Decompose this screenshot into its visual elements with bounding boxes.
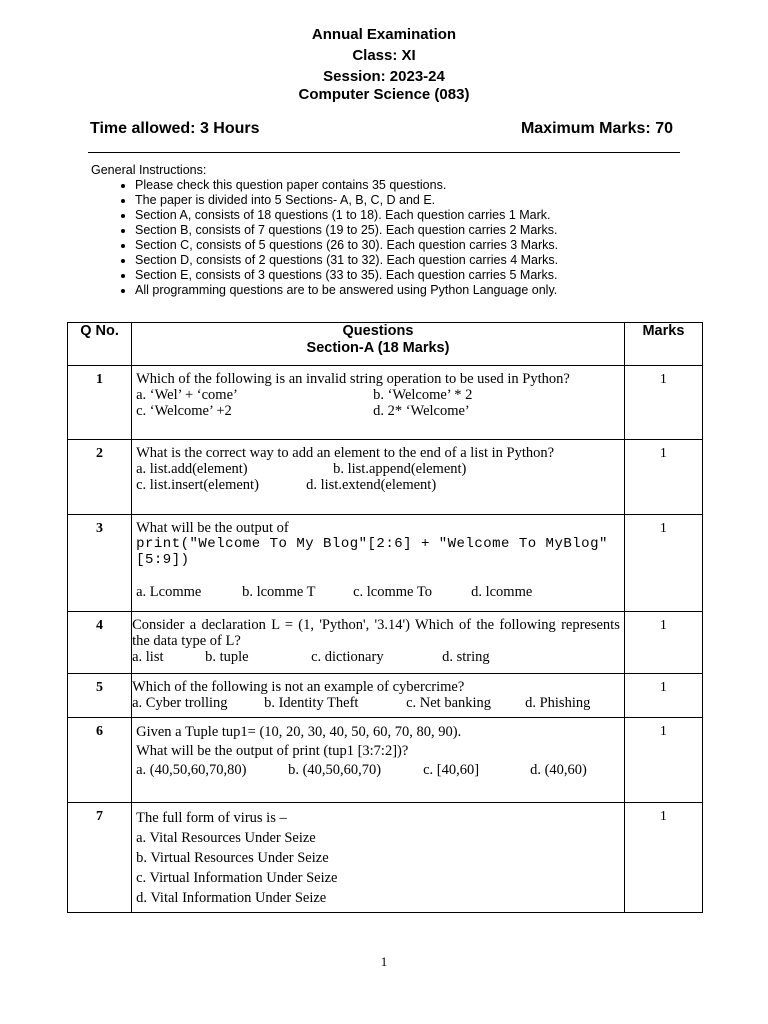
instructions-heading: General Instructions: (91, 163, 207, 177)
option-a: a. ‘Wel’ + ‘come’ (136, 387, 238, 403)
option-d: d. Phishing (525, 695, 591, 711)
question-number: 3 (68, 515, 132, 612)
option-b: b. Virtual Resources Under Seize (136, 850, 329, 866)
question-text-2: What will be the output of print (tup1 [3:7:2])? (136, 743, 409, 759)
question-cell (132, 674, 625, 718)
marks-header: Marks (624, 323, 702, 366)
instruction-item: • All programming questions are to be answered using Python Language only. (135, 283, 711, 298)
question-marks: 1 (624, 515, 702, 612)
section-a-label: Section-A (18 Marks) (306, 340, 450, 356)
option-a: a. Lcomme (136, 584, 202, 600)
options-row (136, 387, 620, 403)
instruction-item: • Please check this question paper contains 35 questions. (135, 178, 711, 193)
options-row (136, 477, 620, 493)
questions-header (132, 323, 625, 366)
time-allowed: Time allowed: 3 Hours (90, 120, 260, 137)
option-c: c. lcomme To (353, 584, 432, 600)
table-header-row (68, 323, 703, 366)
option-d: d. list.extend(element) (306, 477, 437, 493)
question-number: 5 (68, 674, 132, 718)
header-divider (88, 152, 680, 153)
question-marks: 1 (624, 803, 702, 913)
option-d: d. string (442, 649, 490, 665)
general-instructions (91, 163, 711, 298)
table-row (68, 366, 703, 440)
option-a: a. Vital Resources Under Seize (136, 830, 316, 846)
option-d: d. 2* ‘Welcome’ (373, 403, 470, 419)
questions-header-label: Questions (342, 323, 414, 339)
question-marks: 1 (624, 612, 702, 674)
option-b: b. Identity Theft (264, 695, 359, 711)
page-number: 1 (380, 954, 388, 969)
question-text: Which of the following is an invalid string operation to be used in Python? (136, 371, 570, 387)
instructions-list (91, 178, 711, 298)
question-text: Consider a declaration L = (1, 'Python', '3.14') Which of the following represents the data type of L? (132, 617, 620, 649)
question-marks: 1 (624, 718, 702, 803)
qno-header: Q No. (68, 323, 132, 366)
option-c: c. ‘Welcome’ +2 (136, 403, 232, 419)
question-cell (132, 612, 625, 674)
options-row (132, 649, 620, 665)
option-d: d. Vital Information Under Seize (136, 890, 327, 906)
question-text: The full form of virus is – (136, 810, 287, 826)
session-label: Session: 2023-24 (323, 68, 445, 85)
instruction-item: • The paper is divided into 5 Sections- A, B, C, D and E. (135, 193, 711, 208)
instruction-item: • Section D, consists of 2 questions (31 to 32). Each question carries 4 Marks. (135, 253, 711, 268)
question-text: What is the correct way to add an element to the end of a list in Python? (136, 445, 555, 461)
instruction-item: • Section C, consists of 5 questions (26 to 30). Each question carries 3 Marks. (135, 238, 711, 253)
options-row (136, 461, 620, 477)
class-label: Class: XI (352, 47, 416, 64)
question-number: 2 (68, 440, 132, 515)
question-cell (132, 515, 625, 612)
option-a: a. (40,50,60,70,80) (136, 762, 247, 778)
exam-title: Annual Examination (311, 26, 457, 43)
option-d: d. lcomme (471, 584, 533, 600)
option-d: d. (40,60) (530, 762, 587, 778)
table-row (68, 674, 703, 718)
table-row (68, 515, 703, 612)
option-c: c. Net banking (406, 695, 492, 711)
question-number: 1 (68, 366, 132, 440)
instruction-item: • Section B, consists of 7 questions (19 to 25). Each question carries 2 Marks. (135, 223, 711, 238)
table-row (68, 612, 703, 674)
question-cell (132, 440, 625, 515)
instruction-item: • Section A, consists of 18 questions (1 to 18). Each question carries 1 Mark. (135, 208, 711, 223)
options-row (136, 584, 620, 600)
option-a: a. list.add(element) (136, 461, 248, 477)
option-b: b. list.append(element) (333, 461, 467, 477)
question-text: What will be the output of (136, 520, 289, 536)
question-number: 7 (68, 803, 132, 913)
option-b: b. tuple (205, 649, 249, 665)
instruction-item: • Section E, consists of 3 questions (33 to 35). Each question carries 5 Marks. (135, 268, 711, 283)
question-cell (132, 803, 625, 913)
option-a: a. list (132, 649, 164, 665)
maximum-marks: Maximum Marks: 70 (520, 120, 673, 137)
options-row (136, 403, 620, 419)
option-c: c. dictionary (311, 649, 384, 665)
option-a: a. Cyber trolling (132, 695, 228, 711)
question-number: 6 (68, 718, 132, 803)
option-b: b. lcomme T (242, 584, 316, 600)
option-c: c. Virtual Information Under Seize (136, 870, 338, 886)
subject-label: Computer Science (083) (298, 86, 470, 103)
options-row (132, 695, 620, 711)
table-row (68, 803, 703, 913)
option-b: b. (40,50,60,70) (288, 762, 382, 778)
question-cell (132, 718, 625, 803)
code-snippet: print("Welcome To My Blog"[2:6] + "Welcome To MyBlog"[5:9]) (136, 536, 608, 568)
question-number: 4 (68, 612, 132, 674)
option-b: b. ‘Welcome’ * 2 (373, 387, 473, 403)
question-marks: 1 (624, 440, 702, 515)
options-row (136, 761, 620, 780)
question-text: Given a Tuple tup1= (10, 20, 30, 40, 50, 60, 70, 80, 90). (136, 724, 462, 740)
table-row (68, 718, 703, 803)
option-c: c. [40,60] (423, 762, 480, 778)
table-row (68, 440, 703, 515)
question-marks: 1 (624, 366, 702, 440)
question-text: Which of the following is not an example of cybercrime? (132, 679, 465, 695)
question-cell (132, 366, 625, 440)
option-c: c. list.insert(element) (136, 477, 259, 493)
question-marks: 1 (624, 674, 702, 718)
questions-table (67, 322, 703, 913)
